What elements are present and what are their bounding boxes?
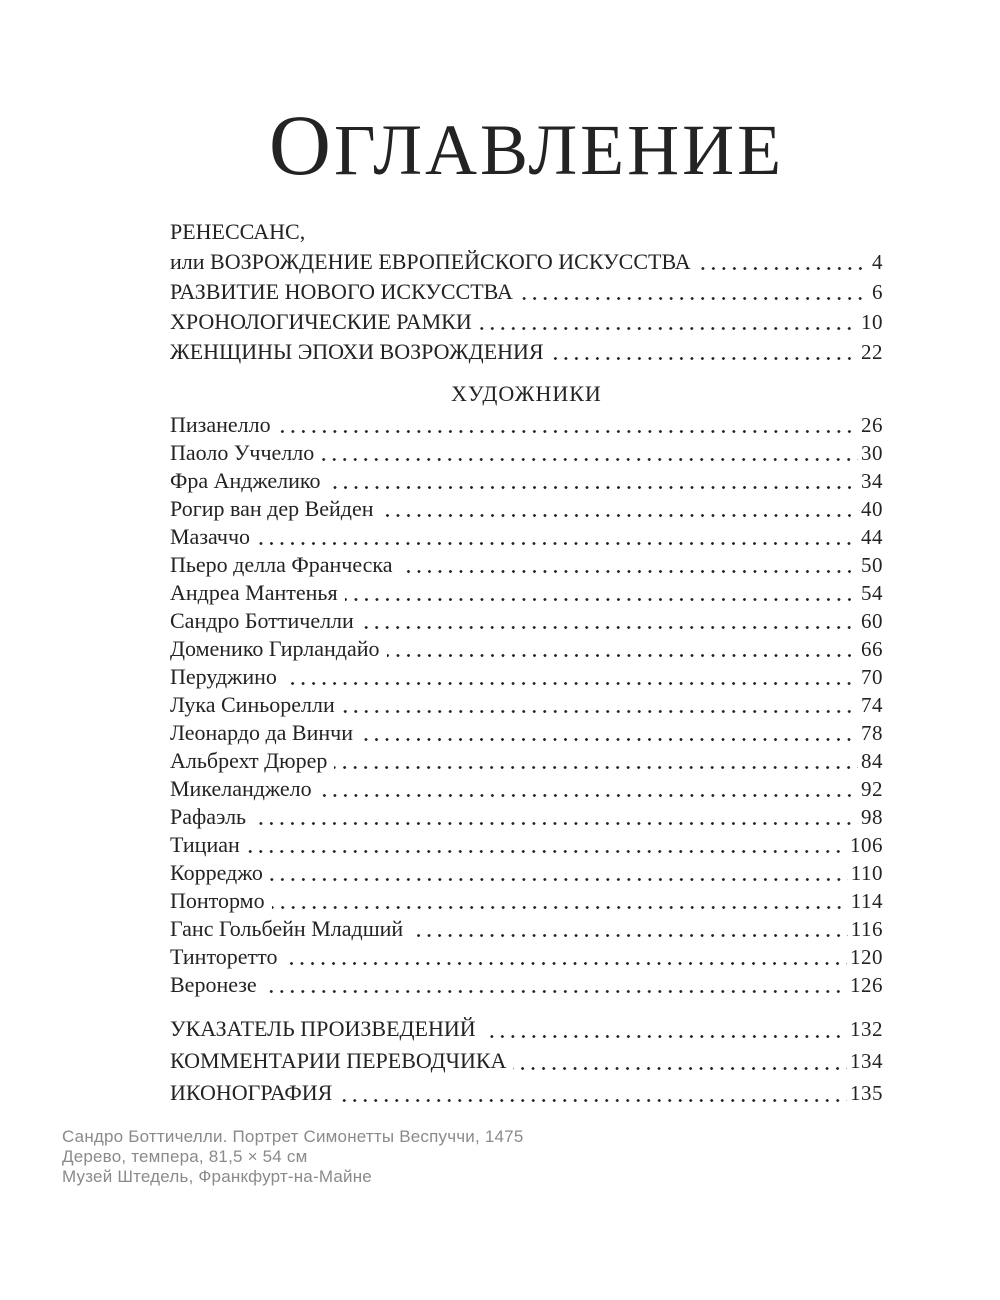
artists-list (170, 411, 883, 999)
toc-entry (170, 247, 883, 277)
entry-label: Леонардо да Винчи (170, 720, 353, 745)
artists-heading: ХУДОЖНИКИ (451, 381, 602, 406)
entry-page-number: 34 (861, 469, 883, 493)
dot-leader (247, 850, 847, 853)
entry-page-number: 50 (861, 553, 883, 577)
toc-entry (170, 1045, 883, 1077)
entry-page-number: 116 (850, 917, 883, 941)
dot-leader (334, 766, 858, 769)
entry-label: Альбрехт Дюрер (170, 748, 328, 773)
entry-page-number: 92 (861, 777, 883, 801)
dot-leader (257, 542, 858, 545)
entry-label: Пьеро делла Франческа (170, 552, 393, 577)
entry-label: УКАЗАТЕЛЬ ПРОИЗВЕДЕНИЙ (170, 1016, 476, 1041)
dot-leader (345, 598, 858, 601)
artwork-caption (62, 1127, 523, 1187)
front-matter-list (170, 217, 883, 367)
dot-leader (410, 934, 848, 937)
toc-entry (170, 551, 883, 579)
entry-label: Перуджино (170, 664, 277, 689)
dot-leader (284, 962, 847, 965)
back-matter-list (170, 1013, 883, 1109)
entry-label: Лука Синьорелли (170, 692, 335, 717)
entry-label: Фра Анджелико (170, 468, 321, 493)
toc-content (170, 0, 883, 1109)
entry-page-number: 22 (861, 340, 883, 364)
toc-entry (170, 635, 883, 663)
dot-leader (513, 1067, 847, 1070)
entry-label: Андреа Мантенья (170, 580, 338, 605)
entry-label: Тинторетто (170, 944, 278, 969)
dot-leader (400, 570, 858, 573)
entry-page-number: 4 (872, 250, 883, 274)
entry-page-number: 126 (850, 973, 883, 997)
entry-page-number: 40 (861, 497, 883, 521)
page-title: ОГЛАВЛЕНИЕ (268, 97, 785, 193)
entry-page-number: 110 (850, 861, 883, 885)
toc-entry (170, 307, 883, 337)
toc-entry (170, 467, 883, 495)
entry-page-number: 98 (861, 805, 883, 829)
toc-entry (170, 775, 883, 803)
entry-page-number: 120 (850, 945, 883, 969)
dot-leader (381, 514, 858, 517)
dot-leader (342, 710, 858, 713)
entry-label: Мазаччо (170, 524, 251, 549)
entry-page-number: 26 (861, 413, 883, 437)
toc-entry (170, 887, 883, 915)
toc-entry (170, 915, 883, 943)
entry-label: Понтормо (170, 888, 265, 913)
toc-entry (170, 747, 883, 775)
entry-page-number: 84 (861, 749, 883, 773)
dot-leader (253, 822, 858, 825)
toc-entry (170, 439, 883, 467)
dot-leader (360, 738, 858, 741)
dot-leader (270, 878, 848, 881)
entry-page-number: 78 (861, 721, 883, 745)
dot-leader (278, 430, 858, 433)
dot-leader (284, 682, 858, 685)
dot-leader (319, 794, 858, 797)
entry-label: РЕНЕССАНС, (170, 219, 306, 244)
entry-label: ХРОНОЛОГИЧЕСКИЕ РАМКИ (170, 309, 472, 334)
entry-page-number: 106 (850, 833, 883, 857)
entry-label: Рафаэль (170, 804, 247, 829)
entry-page-number: 60 (861, 609, 883, 633)
entry-page-number: 6 (872, 280, 883, 304)
entry-label: или ВОЗРОЖДЕНИЕ ЕВРОПЕЙСКОГО ИСКУССТВА (170, 249, 691, 274)
dot-leader (339, 1099, 847, 1102)
dot-leader (479, 327, 858, 330)
dot-leader (264, 990, 847, 993)
toc-entry (170, 579, 883, 607)
entry-page-number: 74 (861, 693, 883, 717)
toc-entry (170, 277, 883, 307)
entry-label: Паоло Уччелло (170, 440, 315, 465)
entry-page-number: 135 (850, 1081, 883, 1105)
entry-page-number: 66 (861, 637, 883, 661)
entry-page-number: 44 (861, 525, 883, 549)
entry-label: Микеланджело (170, 776, 312, 801)
entry-label: КОММЕНТАРИИ ПЕРЕВОДЧИКА (170, 1048, 507, 1073)
dot-leader (321, 458, 858, 461)
toc-entry (170, 607, 883, 635)
toc-entry (170, 719, 883, 747)
dot-leader (551, 357, 858, 360)
toc-entry (170, 217, 883, 247)
entry-label: Пизанелло (170, 412, 271, 437)
entry-page-number: 114 (850, 889, 883, 913)
dot-leader (698, 267, 869, 270)
dot-leader (387, 654, 858, 657)
toc-entry (170, 859, 883, 887)
entry-label: Веронезе (170, 972, 257, 997)
dot-leader (328, 486, 859, 489)
toc-entry (170, 337, 883, 367)
toc-entry (170, 831, 883, 859)
entry-label: РАЗВИТИЕ НОВОГО ИСКУССТВА (170, 279, 513, 304)
toc-entry (170, 1013, 883, 1045)
entry-label: Корреджо (170, 860, 263, 885)
entry-page-number: 30 (861, 441, 883, 465)
toc-entry (170, 523, 883, 551)
toc-entry (170, 691, 883, 719)
entry-label: Рогир ван дер Вейден (170, 496, 374, 521)
entry-page-number: 132 (850, 1017, 883, 1041)
toc-entry (170, 971, 883, 999)
dot-leader (272, 906, 848, 909)
caption-line-museum: Музей Штедель, Франкфурт-на-Майне (62, 1167, 372, 1186)
toc-entry (170, 1077, 883, 1109)
dot-leader (520, 297, 869, 300)
toc-entry (170, 411, 883, 439)
entry-label: ЖЕНЩИНЫ ЭПОХИ ВОЗРОЖДЕНИЯ (170, 339, 544, 364)
entry-label: Доменико Гирландайо (170, 636, 380, 661)
toc-entry (170, 803, 883, 831)
toc-entry (170, 663, 883, 691)
entry-page-number: 70 (861, 665, 883, 689)
toc-entry (170, 943, 883, 971)
toc-entry (170, 495, 883, 523)
entry-label: Тициан (170, 832, 240, 857)
entry-label: ИКОНОГРАФИЯ (170, 1080, 333, 1105)
caption-line-title: Сандро Боттичелли. Портрет Симонетты Веспуччи, 1475 (62, 1127, 524, 1146)
caption-line-medium: Дерево, темпера, 81,5 × 54 см (62, 1147, 308, 1166)
dot-leader (361, 626, 858, 629)
entry-label: Сандро Боттичелли (170, 608, 354, 633)
entry-page-number: 134 (850, 1049, 883, 1073)
dot-leader (483, 1035, 847, 1038)
entry-page-number: 54 (861, 581, 883, 605)
entry-label: Ганс Гольбейн Младший (170, 916, 404, 941)
entry-page-number: 10 (861, 310, 883, 334)
